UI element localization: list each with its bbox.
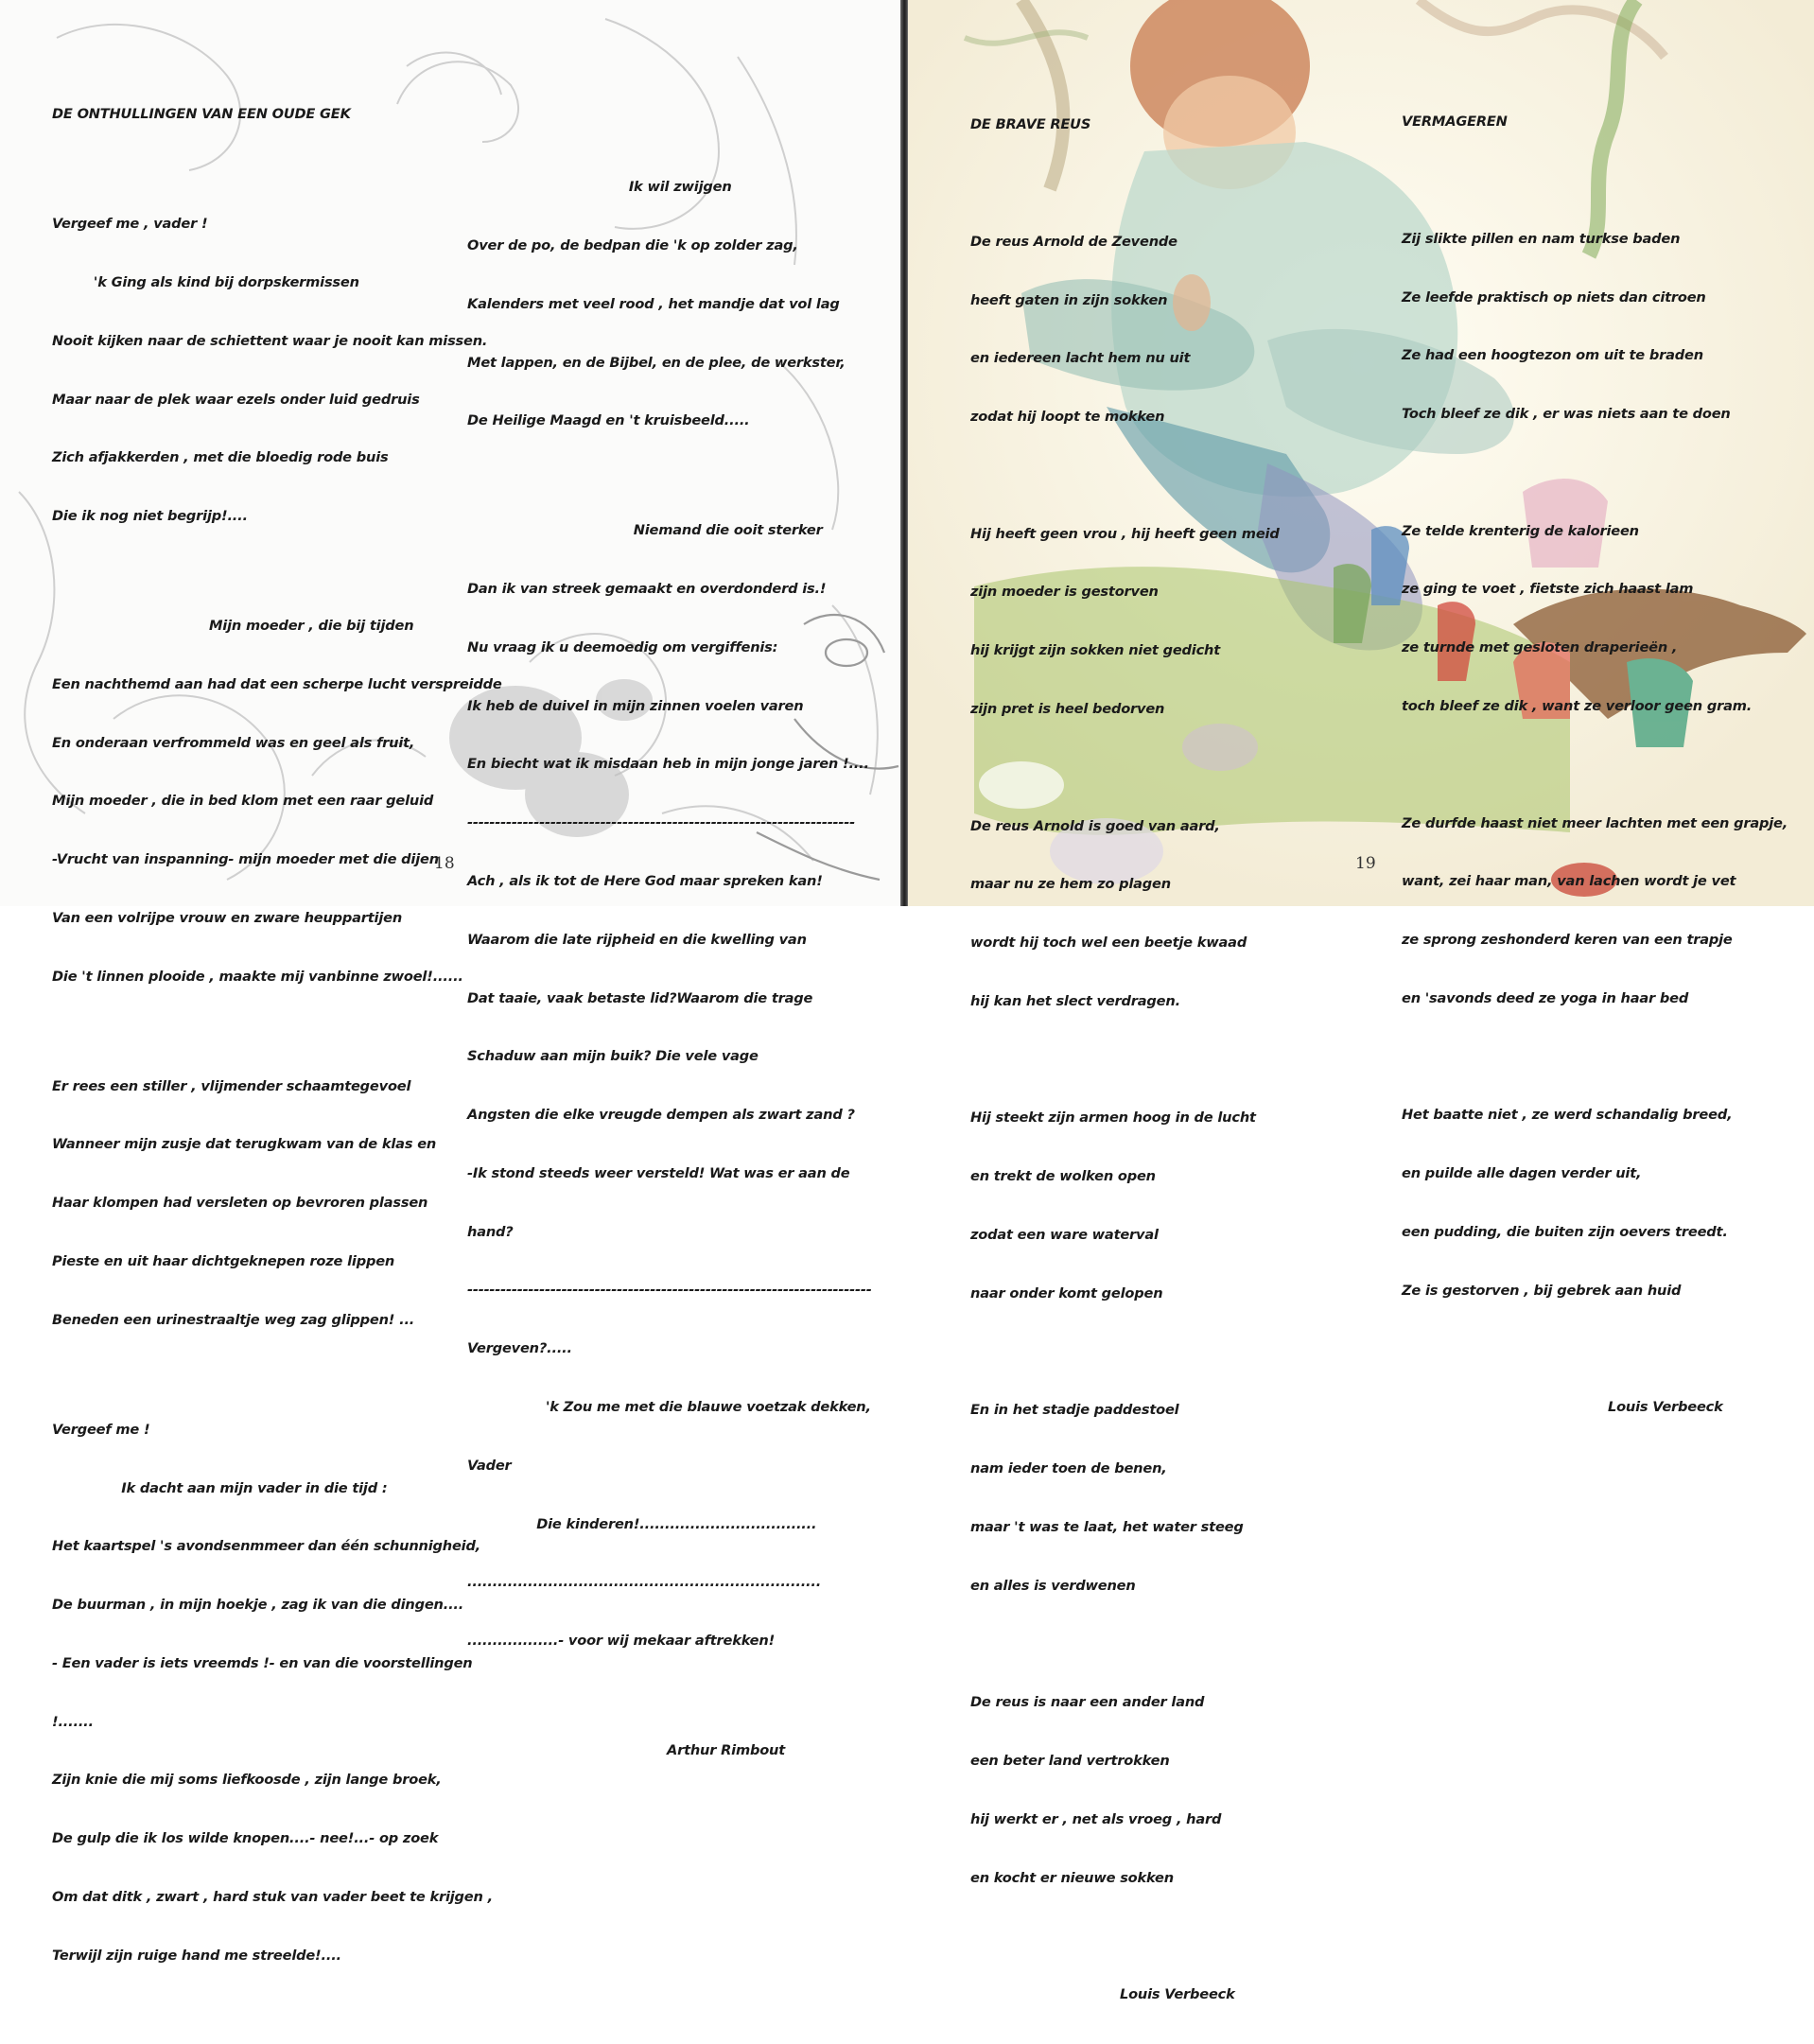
- poem-line: hij krijgt zijn sokken niet gedicht: [970, 642, 1220, 659]
- poem-title: VERMAGEREN: [1402, 114, 1508, 131]
- poem-line: De buurman , in mijn hoekje , zag ik van die dingen....: [52, 1597, 464, 1614]
- poem-author: Louis Verbeeck: [1608, 1399, 1723, 1416]
- poem-onthullingen-col1: [52, 66, 502, 2005]
- poem-line: Mijn moeder , die bij tijden: [52, 618, 414, 635]
- poem-line: Zich afjakkerden , met die bloedig rode buis: [52, 449, 389, 466]
- poem-vermageren: [1402, 74, 1788, 1457]
- poem-line: Maar naar de plek waar ezels onder luid gedruis: [52, 391, 420, 408]
- poem-line: Die ik nog niet begrijp!....: [52, 508, 248, 525]
- poem-line: Pieste en uit haar dichtgeknepen roze lippen: [52, 1253, 395, 1270]
- poem-title: DE ONTHULLINGEN VAN EEN OUDE GEK: [52, 106, 351, 123]
- poem-line: Die 't linnen plooide , maakte mij vanbinne zwoel!......: [52, 968, 463, 985]
- poem-line: naar onder komt gelopen: [970, 1284, 1163, 1302]
- poem-line: en kocht er nieuwe sokken: [970, 1869, 1174, 1886]
- poem-line: Nooit kijken naar de schiettent waar je nooit kan missen.: [52, 332, 488, 349]
- poem-author: Arthur Rimbout: [667, 1742, 786, 1759]
- poem-line: Over de po, de bedpan die 'k op zolder zag,: [467, 236, 798, 253]
- poem-line: Zijn knie die mij soms liefkoosde , zijn lange broek,: [52, 1772, 442, 1789]
- page-number: 19: [1355, 854, 1376, 873]
- poem-line: Ze telde krenterig de kalorieen: [1402, 522, 1639, 539]
- poem-line: Kalenders met veel rood , het mandje dat vol lag: [467, 295, 840, 312]
- poem-line: De reus Arnold de Zevende: [970, 233, 1177, 250]
- poem-line: Ach , als ik tot de Here God maar spreken kan!: [467, 872, 823, 889]
- poem-line: en alles is verdwenen: [970, 1577, 1136, 1594]
- poem-line: ze ging te voet , fietste zich haast lam: [1402, 581, 1694, 598]
- poem-line: zijn moeder is gestorven: [970, 584, 1159, 601]
- poem-line: Beneden een urinestraaltje weg zag glippen! ...: [52, 1311, 415, 1328]
- poem-line: en 'savonds deed ze yoga in haar bed: [1402, 989, 1689, 1006]
- poem-line: 'k Zou me met die blauwe voetzak dekken,: [467, 1399, 871, 1415]
- poem-line: Wanneer mijn zusje dat terugkwam van de klas en: [52, 1136, 437, 1153]
- poem-line: Een nachthemd aan had dat een scherpe lucht verspreidde: [52, 675, 502, 692]
- poem-line: De reus Arnold is goed van aard,: [970, 817, 1220, 834]
- poem-line: Waarom die late rijpheid en die kwelling van: [467, 931, 807, 948]
- poem-line: zodat een ware waterval: [970, 1227, 1159, 1244]
- poem-line: En onderaan verfrommeld was en geel als fruit,: [52, 734, 415, 751]
- poem-line: ......................................................................: [467, 1574, 822, 1591]
- poem-line: Van een volrijpe vrouw en zware heuppartijen: [52, 909, 403, 926]
- poem-line: Ik dacht aan mijn vader in die tijd :: [52, 1479, 388, 1496]
- left-page: [0, 0, 902, 1964]
- poem-line: En biecht wat ik misdaan heb in mijn jonge jaren !....: [467, 756, 869, 773]
- poem-line: Hij steekt zijn armen hoog in de lucht: [970, 1109, 1256, 1127]
- poem-line: Vader: [467, 1457, 512, 1474]
- poem-line: en trekt de wolken open: [970, 1168, 1156, 1185]
- poem-line: Het baatte niet , ze werd schandalig breed,: [1402, 1107, 1733, 1124]
- poem-line: hij kan het slect verdragen.: [970, 992, 1180, 1009]
- poem-line: Vergeef me !: [52, 1421, 150, 1438]
- poem-onthullingen-col2: [467, 139, 872, 1800]
- poem-line: Dat taaie, vaak betaste lid?Waarom die trage: [467, 989, 813, 1006]
- poem-line: Het kaartspel 's avondsenmmeer dan één schunnigheid,: [52, 1538, 481, 1555]
- poem-line: 'k Ging als kind bij dorpskermissen: [52, 273, 359, 290]
- poem-line: zijn pret is heel bedorven: [970, 701, 1165, 717]
- poem-line: Ze leefde praktisch op niets dan citroen: [1402, 288, 1706, 306]
- poem-line: heeft gaten in zijn sokken: [970, 291, 1168, 308]
- poem-line: Nu vraag ik u deemoedig om vergiffenis:: [467, 638, 778, 655]
- poem-line: Vergeef me , vader !: [52, 216, 208, 233]
- poem-line: maar nu ze hem zo plagen: [970, 876, 1171, 893]
- poem-line: Hij heeft geen vrou , hij heeft geen meid: [970, 525, 1280, 542]
- page-number: 18: [434, 854, 455, 873]
- divider-line: -------------------------------------------------------------------------: [467, 1282, 872, 1299]
- poem-line: -Ik stond steeds weer versteld! Wat was er aan de: [467, 1164, 850, 1181]
- poem-line: Ze durfde haast niet meer lachten met een grapje,: [1402, 814, 1788, 831]
- poem-line: Terwijl zijn ruige hand me streelde!....: [52, 1947, 341, 1964]
- poem-line: ..................- voor wij mekaar aftrekken!: [467, 1633, 776, 1650]
- right-page: [908, 0, 1814, 2003]
- poem-line: - Een vader is iets vreemds !- en van die voorstellingen: [52, 1654, 473, 1671]
- poem-author: Louis Verbeeck: [1120, 1986, 1235, 2003]
- poem-line: Om dat ditk , zwart , hard stuk van vader beet te krijgen ,: [52, 1889, 493, 1906]
- poem-line: ze turnde met gesloten draperieën ,: [1402, 639, 1678, 656]
- poem-brave-reus: [970, 77, 1280, 2044]
- poem-line: hij werkt er , net als vroeg , hard: [970, 1810, 1222, 1827]
- poem-line: De Heilige Maagd en 't kruisbeeld.....: [467, 412, 750, 429]
- poem-line: Haar klompen had versleten op bevroren plassen: [52, 1195, 428, 1212]
- poem-line: wordt hij toch wel een beetje kwaad: [970, 935, 1247, 952]
- poem-line: Zij slikte pillen en nam turkse baden: [1402, 230, 1681, 247]
- poem-line: Ze is gestorven , bij gebrek aan huid: [1402, 1282, 1682, 1299]
- poem-line: ze sprong zeshonderd keren van een trapje: [1402, 932, 1733, 949]
- poem-line: een pudding, die buiten zijn oevers treedt.: [1402, 1224, 1728, 1241]
- poem-line: Mijn moeder , die in bed klom met een raar geluid: [52, 793, 434, 810]
- poem-line: zodat hij loopt te mokken: [970, 409, 1165, 426]
- poem-line: En in het stadje paddestoel: [970, 1402, 1179, 1419]
- poem-line: Niemand die ooit sterker: [467, 522, 823, 539]
- poem-line: nam ieder toen de benen,: [970, 1460, 1167, 1477]
- poem-line: toch bleef ze dik , want ze verloor geen gram.: [1402, 698, 1753, 714]
- poem-line: Dan ik van streek gemaakt en overdonderd is.!: [467, 581, 827, 598]
- poem-line: !.......: [52, 1713, 94, 1730]
- poem-line: De reus is naar een ander land: [970, 1694, 1205, 1711]
- poem-line: De gulp die ik los wilde knopen....- nee!...- op zoek: [52, 1830, 439, 1847]
- divider-line: ----------------------------------------------------------------------: [467, 814, 855, 831]
- poem-line: Ik wil zwijgen: [467, 179, 732, 196]
- poem-title: DE BRAVE REUS: [970, 116, 1091, 133]
- poem-line: en puilde alle dagen verder uit,: [1402, 1165, 1642, 1182]
- poem-line: Vergeven?.....: [467, 1340, 572, 1357]
- poem-line: Schaduw aan mijn buik? Die vele vage: [467, 1048, 759, 1065]
- poem-line: Toch bleef ze dik , er was niets aan te doen: [1402, 406, 1731, 423]
- poem-line: Angsten die elke vreugde dempen als zwart zand ?: [467, 1107, 855, 1124]
- poem-line: want, zei haar man, van lachen wordt je vet: [1402, 873, 1736, 890]
- poem-line: een beter land vertrokken: [970, 1753, 1170, 1770]
- poem-line: en iedereen lacht hem nu uit: [970, 350, 1191, 367]
- poem-line: Er rees een stiller , vlijmender schaamtegevoel: [52, 1077, 411, 1094]
- poem-line: maar 't was te laat, het water steeg: [970, 1518, 1244, 1535]
- poem-line: Ik heb de duivel in mijn zinnen voelen varen: [467, 697, 804, 714]
- poem-line: Met lappen, en de Bijbel, en de plee, de werkster,: [467, 354, 846, 371]
- poem-line: hand?: [467, 1223, 514, 1240]
- poem-line: -Vrucht van inspanning- mijn moeder met die dijen: [52, 851, 439, 868]
- poem-line: Die kinderen!...................................: [467, 1515, 817, 1532]
- poem-line: Ze had een hoogtezon om uit te braden: [1402, 347, 1703, 364]
